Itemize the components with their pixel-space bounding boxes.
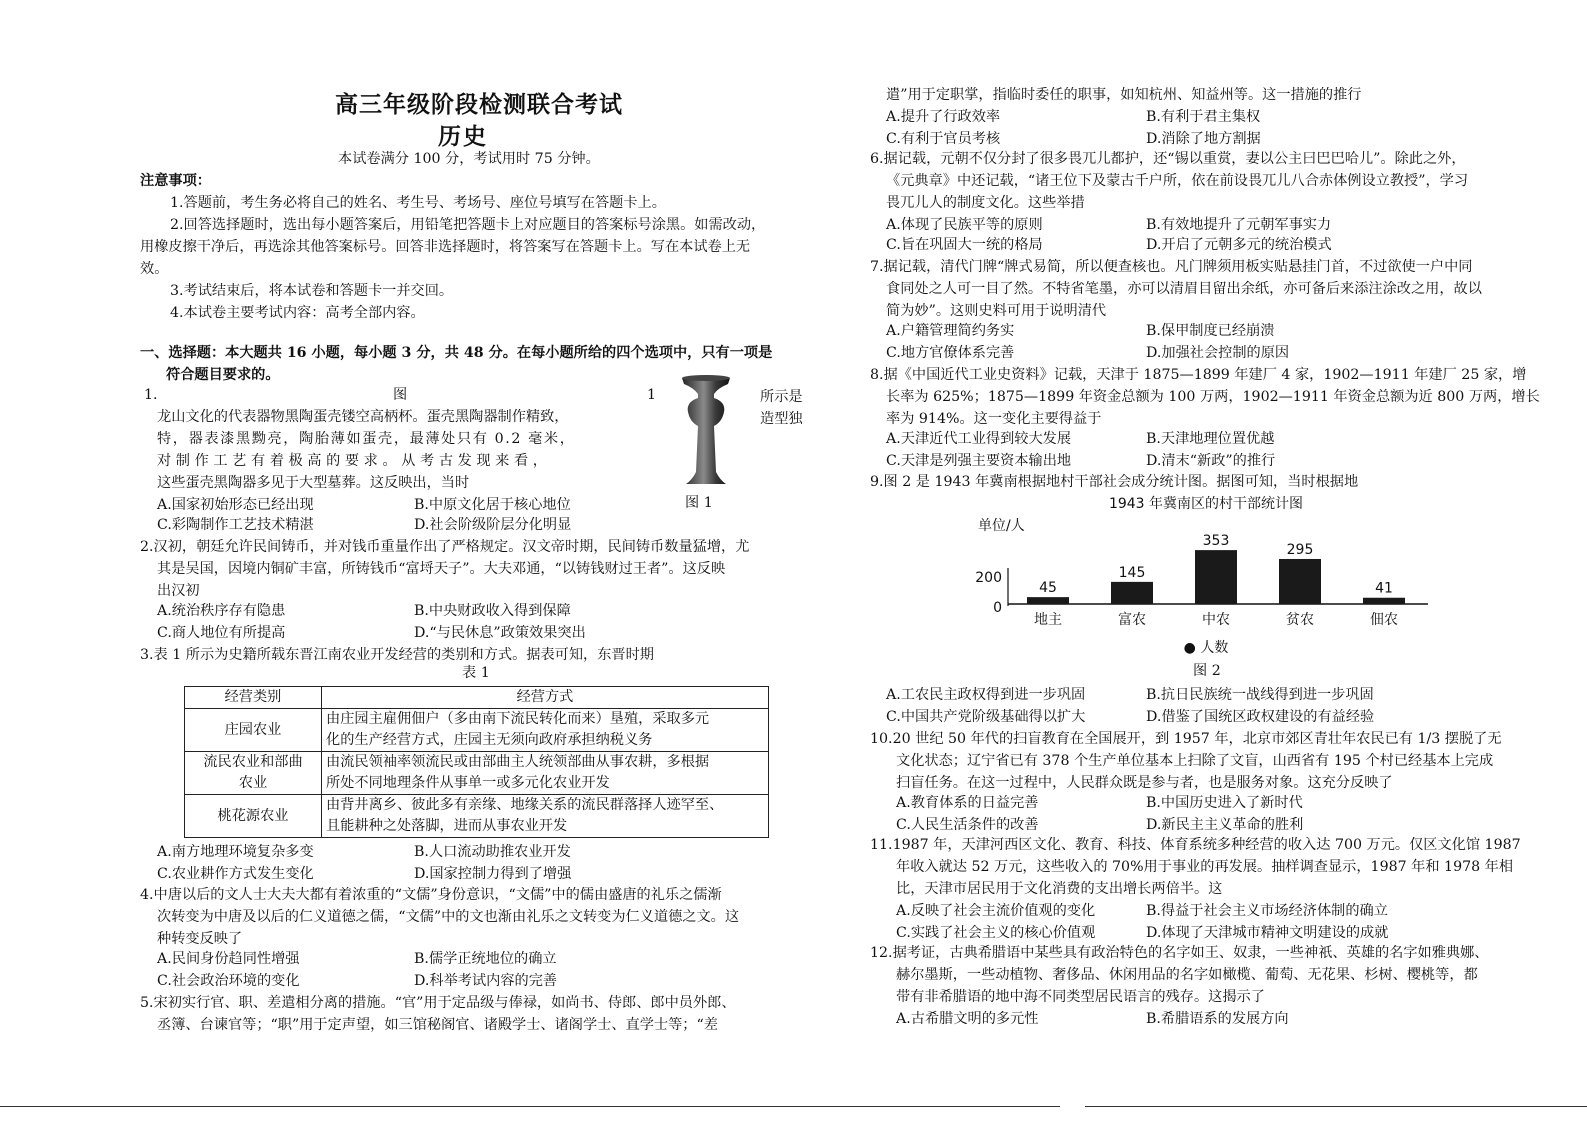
q10-option-d[interactable]: D.新民主主义革命的胜利 xyxy=(1146,817,1304,833)
chart-category-label: 富农 xyxy=(1118,612,1146,628)
table-cell-desc-line: 所处不同地理条件从事单一或多元化农业开发 xyxy=(326,775,610,791)
q5-option-a[interactable]: A.提升了行政效率 xyxy=(886,109,1001,125)
chart-category-label: 中农 xyxy=(1202,612,1230,628)
table-cell-desc xyxy=(322,709,769,752)
q4-text: 次转变为中唐及以后的仁义道德之儒，“文儒”中的文也渐由礼乐之文转变为仁义道德之文。这 xyxy=(157,909,740,925)
table-cell-type xyxy=(185,752,322,795)
chart-legend: ● 人数 xyxy=(1183,640,1229,656)
q8-option-b[interactable]: B.天津地理位置优越 xyxy=(1146,431,1275,447)
q11-option-d[interactable]: D.体现了天津城市精神文明建设的成就 xyxy=(1146,925,1389,941)
q4-option-c[interactable]: C.社会政治环境的变化 xyxy=(157,973,300,989)
q10-text: 扫盲任务。在这一过程中，人民群众既是参与者，也是服务对象。这充分反映了 xyxy=(896,775,1393,791)
q12-option-a[interactable]: A.古希腊文明的多元性 xyxy=(896,1011,1039,1027)
page-bottom-rule xyxy=(0,1106,1060,1107)
q7-text: 7.据记载，清代门牌“牌式易简，所以便查核也。凡门牌须用板实贴悬挂门首，不过欲使一户中同 xyxy=(870,259,1473,275)
chart-bar xyxy=(1027,597,1069,604)
table-1-caption: 表 1 xyxy=(462,665,490,681)
chart-bar xyxy=(1111,582,1153,604)
q5-text: 丞簿、台谏官等；“职”用于定声望，如三馆秘阁官、诸殿学士、诸阁学士、直学士等；“差 xyxy=(157,1017,718,1033)
q1-text: 对制作工艺有着极高的要求。从考古发现来看， xyxy=(157,453,552,469)
page-bottom-rule xyxy=(1085,1106,1587,1107)
q12-text: 带有非希腊语的地中海不同类型居民语言的残存。这揭示了 xyxy=(896,989,1265,1005)
q4-text: 4.中唐以后的文人士大夫大都有着浓重的“文儒”身份意识，“文儒”中的儒由盛唐的礼乐之儒渐 xyxy=(140,887,722,903)
q3-option-d[interactable]: D.国家控制力得到了增强 xyxy=(414,866,572,882)
q11-text: 年收入就达 52 万元，这些收入的 70%用于事业的再发展。抽样调查显示，1987 年和 1978 年相 xyxy=(896,859,1514,875)
black-pottery-cup-image xyxy=(668,372,744,490)
chart-data-label: 353 xyxy=(1202,533,1230,550)
q8-text: 率为 914%。这一变化主要得益于 xyxy=(886,411,1102,427)
notice-heading: 注意事项： xyxy=(140,173,211,189)
section-heading: 一、选择题：本大题共 16 小题，每小题 3 分，共 48 分。在每小题所给的四个选项中，只有一项是 xyxy=(140,345,773,361)
q8-option-d[interactable]: D.清末“新政”的推行 xyxy=(1146,453,1276,469)
q11-option-a[interactable]: A.反映了社会主流价值观的变化 xyxy=(896,903,1096,919)
q7-option-a[interactable]: A.户籍管理简约务实 xyxy=(886,323,1015,339)
q10-option-c[interactable]: C.人民生活条件的改善 xyxy=(896,817,1039,833)
chart-bar xyxy=(1279,559,1321,604)
q3-option-c[interactable]: C.农业耕作方式发生变化 xyxy=(157,866,314,882)
q2-option-c[interactable]: C.商人地位有所提高 xyxy=(157,625,286,641)
table-row xyxy=(185,752,769,795)
notice-line: 2.回答选择题时，选出每小题答案后，用铅笔把答题卡上对应题目的答案标号涂黑。如需改动， xyxy=(170,217,766,233)
chart-data-label: 295 xyxy=(1286,541,1314,558)
q9-text: 9.图 2 是 1943 年冀南根据地村干部社会成分统计图。据图可知，当时根据地 xyxy=(870,474,1359,490)
q1-text: 造型独 xyxy=(760,411,803,427)
q1-text: 图 xyxy=(393,387,408,403)
village-cadre-bar-chart xyxy=(970,490,1440,660)
q7-option-b[interactable]: B.保甲制度已经崩溃 xyxy=(1146,323,1275,339)
q1-text: 1 xyxy=(647,387,657,403)
q10-option-a[interactable]: A.教育体系的日益完善 xyxy=(896,795,1039,811)
q10-text: 10.20 世纪 50 年代的扫盲教育在全国展开，到 1957 年，北京市郊区青壮年农民已有 1/3 摆脱了无 xyxy=(870,731,1502,747)
figure-1-caption: 图 1 xyxy=(685,495,713,511)
q1-text: 所示是 xyxy=(760,389,803,405)
chart-category-label: 贫农 xyxy=(1286,612,1314,628)
table-cell-type-line: 流民农业和部曲 xyxy=(203,754,303,770)
table-cell-type-line: 庄园农业 xyxy=(224,721,282,738)
figure-2-caption: 图 2 xyxy=(1193,663,1221,679)
chart-y-tick-label: 0 xyxy=(993,600,1002,616)
q6-option-a[interactable]: A.体现了民族平等的原则 xyxy=(886,217,1043,233)
q2-text: 其是吴国，因境内铜矿丰富，所铸钱币“富埒天子”。大夫邓通，“以铸钱财过王者”。这反映 xyxy=(157,561,726,577)
table-cell-desc-line: 由庄园主雇佣佃户（多由南下流民转化而来）垦殖，采取多元 xyxy=(326,711,710,727)
q1-option-d[interactable]: D.社会阶级阶层分化明显 xyxy=(414,517,572,533)
section-heading-cont: 符合题目要求的。 xyxy=(166,367,280,383)
table-cell-type-line: 桃花源农业 xyxy=(217,807,289,824)
chart-bar xyxy=(1363,598,1405,604)
q4-option-b[interactable]: B.儒学正统地位的确立 xyxy=(414,951,557,967)
q6-text: 《元典章》中还记载，“诸王位下及蒙古千户所，依在前设畏兀儿八合赤体例设立教授”，学习 xyxy=(886,173,1469,189)
table-cell-type xyxy=(185,709,322,752)
q1-option-c[interactable]: C.彩陶制作工艺技术精湛 xyxy=(157,517,314,533)
q5-text: 5.宋初实行官、职、差遣相分离的措施。“官”用于定品级与俸禄，如尚书、侍郎、郎中员外郎、 xyxy=(140,995,736,1011)
chart-categories xyxy=(1034,611,1398,628)
q9-option-b[interactable]: B.抗日民族统一战线得到进一步巩固 xyxy=(1146,687,1374,703)
q2-option-a[interactable]: A.统治秩序存有隐患 xyxy=(157,603,286,619)
table-cell-desc-line: 化的生产经营方式，庄园主无须向政府承担纳税义务 xyxy=(326,732,653,748)
q8-option-a[interactable]: A.天津近代工业得到较大发展 xyxy=(886,431,1072,447)
table-cell-desc-line: 由流民领袖率领流民或由部曲主人统领部曲从事农耕，多根据 xyxy=(326,754,710,770)
table-1 xyxy=(184,686,769,838)
notice-line: 用橡皮擦干净后，再选涂其他答案标号。回答非选择题时，将答案写在答题卡上。写在本试卷上无 xyxy=(140,239,751,255)
chart-bars xyxy=(1027,533,1405,604)
q6-text: 畏兀儿人的制度文化。这些举措 xyxy=(886,195,1085,211)
chart-data-label: 45 xyxy=(1039,580,1057,597)
chart-data-label: 41 xyxy=(1375,580,1393,597)
chart-category-label: 佃农 xyxy=(1370,612,1398,628)
chart-title: 1943 年冀南区的村干部统计图 xyxy=(1108,496,1304,512)
table-header: 经营方式 xyxy=(322,687,769,709)
table-header: 经营类别 xyxy=(185,687,322,709)
q5-option-b[interactable]: B.有利于君主集权 xyxy=(1146,109,1261,125)
chart-data-label: 145 xyxy=(1118,564,1146,581)
q1-option-b[interactable]: B.中原文化居于核心地位 xyxy=(414,497,571,513)
table-cell-desc xyxy=(322,752,769,795)
q11-text: 比，天津市居民用于文化消费的支出增长两倍半。这 xyxy=(896,881,1223,897)
q7-option-c[interactable]: C.地方官僚体系完善 xyxy=(886,345,1015,361)
q12-text: 12.据考证，古典希腊语中某些具有政治特色的名字如王、奴隶，一些神祇、英雄的名字如雅典娜、 xyxy=(870,945,1489,961)
q12-text: 赫尔墨斯，一些动植物、奢侈品、休闲用品的名字如橄榄、葡萄、无花果、杉树、樱桃等，都 xyxy=(896,967,1478,983)
chart-y-label: 单位/人 xyxy=(978,518,1025,534)
table-cell-type-line: 农业 xyxy=(238,775,268,791)
q11-option-b[interactable]: B.得益于社会主义市场经济体制的确立 xyxy=(1146,903,1388,919)
q3-option-a[interactable]: A.南方地理环境复杂多变 xyxy=(157,844,314,860)
q7-text: 简为妙”。这则史料可用于说明清代 xyxy=(886,303,1107,319)
q2-option-b[interactable]: B.中央财政收入得到保障 xyxy=(414,603,571,619)
table-row xyxy=(185,709,769,752)
q6-text: 6.据记载，元朝不仅分封了很多畏兀儿都护，还“锡以重赏，妻以公主曰巴巴哈儿”。除此之外， xyxy=(870,151,1466,167)
q7-text: 食同处之人可一目了然。不特省笔墨，亦可以清眉目留出余纸，亦可备后来添注涂改之用，故以 xyxy=(886,281,1482,297)
q9-option-c[interactable]: C.中国共产党阶级基础得以扩大 xyxy=(886,709,1086,725)
q6-option-d[interactable]: D.开启了元朝多元的统治模式 xyxy=(1146,237,1332,253)
q5-option-d[interactable]: D.消除了地方割据 xyxy=(1146,131,1261,147)
q5-option-c[interactable]: C.有利于官员考核 xyxy=(886,131,1001,147)
q10-text: 文化状态；辽宁省已有 378 个生产单位基本上扫除了文盲，山西省有 195 个村已经基本上完成 xyxy=(896,753,1494,769)
notice-line: 效。 xyxy=(140,261,169,277)
exam-info: 本试卷满分 100 分，考试用时 75 分钟。 xyxy=(338,151,600,167)
q9-option-a[interactable]: A.工农民主政权得到进一步巩固 xyxy=(886,687,1086,703)
q7-option-d[interactable]: D.加强社会控制的原因 xyxy=(1146,345,1290,361)
q1-option-a[interactable]: A.国家初始形态已经出现 xyxy=(157,497,314,513)
q11-option-c[interactable]: C.实践了社会主义的核心价值观 xyxy=(896,925,1096,941)
table-cell-type xyxy=(185,795,322,838)
q4-option-d[interactable]: D.科举考试内容的完善 xyxy=(414,973,558,989)
q9-option-d[interactable]: D.借鉴了国统区政权建设的有益经验 xyxy=(1146,709,1375,725)
chart-y-tick-label: 200 xyxy=(975,570,1002,586)
q2-option-d[interactable]: D.“与民休息”政策效果突出 xyxy=(414,625,586,641)
q3-text: 3.表 1 所示为史籍所载东晋江南农业开发经营的类别和方式。据表可知，东晋时期 xyxy=(140,647,654,663)
q10-option-b[interactable]: B.中国历史进入了新时代 xyxy=(1146,795,1303,811)
notice-line: 3.考试结束后，将本试卷和答题卡一并交回。 xyxy=(170,283,454,299)
q1-number: 1. xyxy=(144,387,158,403)
exam-subject: 历史 xyxy=(438,123,488,150)
table-row xyxy=(185,795,769,838)
q4-option-a[interactable]: A.民间身份趋同性增强 xyxy=(157,951,300,967)
q1-text: 特，器表漆黑黝亮，陶胎薄如蛋壳，最薄处只有 0.2 毫米， xyxy=(157,431,576,447)
q2-text: 出汉初 xyxy=(157,583,200,599)
q8-text: 长率为 625%；1875—1899 年资金总额为 100 万两，1902—1911 年资金总额为近 800 万两，增长 xyxy=(886,389,1540,405)
q2-text: 2.汉初，朝廷允许民间铸币，并对钱币重量作出了严格规定。汉文帝时期，民间铸币数量猛增，尤 xyxy=(140,539,750,555)
q6-option-c[interactable]: C.旨在巩固大一统的格局 xyxy=(886,237,1043,253)
q6-option-b[interactable]: B.有效地提升了元朝军事实力 xyxy=(1146,217,1332,233)
q8-text: 8.据《中国近代工业史资料》记载，天津于 1875—1899 年建厂 4 家，1902—1911 年建厂 25 家，增 xyxy=(870,367,1527,383)
notice-line: 1.答题前，考生务必将自己的姓名、考生号、考场号、座位号填写在答题卡上。 xyxy=(170,195,666,211)
chart-category-label: 地主 xyxy=(1034,612,1062,628)
exam-title: 高三年级阶段检测联合考试 xyxy=(335,91,623,118)
notice-line: 4.本试卷主要考试内容：高考全部内容。 xyxy=(170,305,425,321)
table-cell-desc-line: 由背井离乡、彼此多有亲缘、地缘关系的流民群落择人迹罕至、 xyxy=(326,797,724,813)
q8-option-c[interactable]: C.天津是列强主要资本输出地 xyxy=(886,453,1072,469)
chart-bar xyxy=(1195,550,1237,604)
q5-text: 遣”用于定职掌，指临时委任的职事，如知杭州、知益州等。这一措施的推行 xyxy=(886,87,1362,103)
q4-text: 种转变反映了 xyxy=(157,931,243,947)
q11-text: 11.1987 年，天津河西区文化、教育、科技、体育系统多种经营的收入达 700 万元。仅区文化馆 1987 xyxy=(870,837,1521,853)
q1-text: 龙山文化的代表器物黑陶蛋壳镂空高柄杯。蛋壳黑陶器制作精致， xyxy=(157,409,569,425)
q3-option-b[interactable]: B.人口流动助推农业开发 xyxy=(414,844,571,860)
q12-option-b[interactable]: B.希腊语系的发展方向 xyxy=(1146,1011,1289,1027)
table-cell-desc xyxy=(322,795,769,838)
table-header-row xyxy=(185,687,769,709)
table-cell-desc-line: 且能耕种之处落脚，进而从事农业开发 xyxy=(326,818,568,834)
q1-text: 这些蛋壳黑陶器多见于大型墓葬。这反映出，当时 xyxy=(157,475,470,491)
